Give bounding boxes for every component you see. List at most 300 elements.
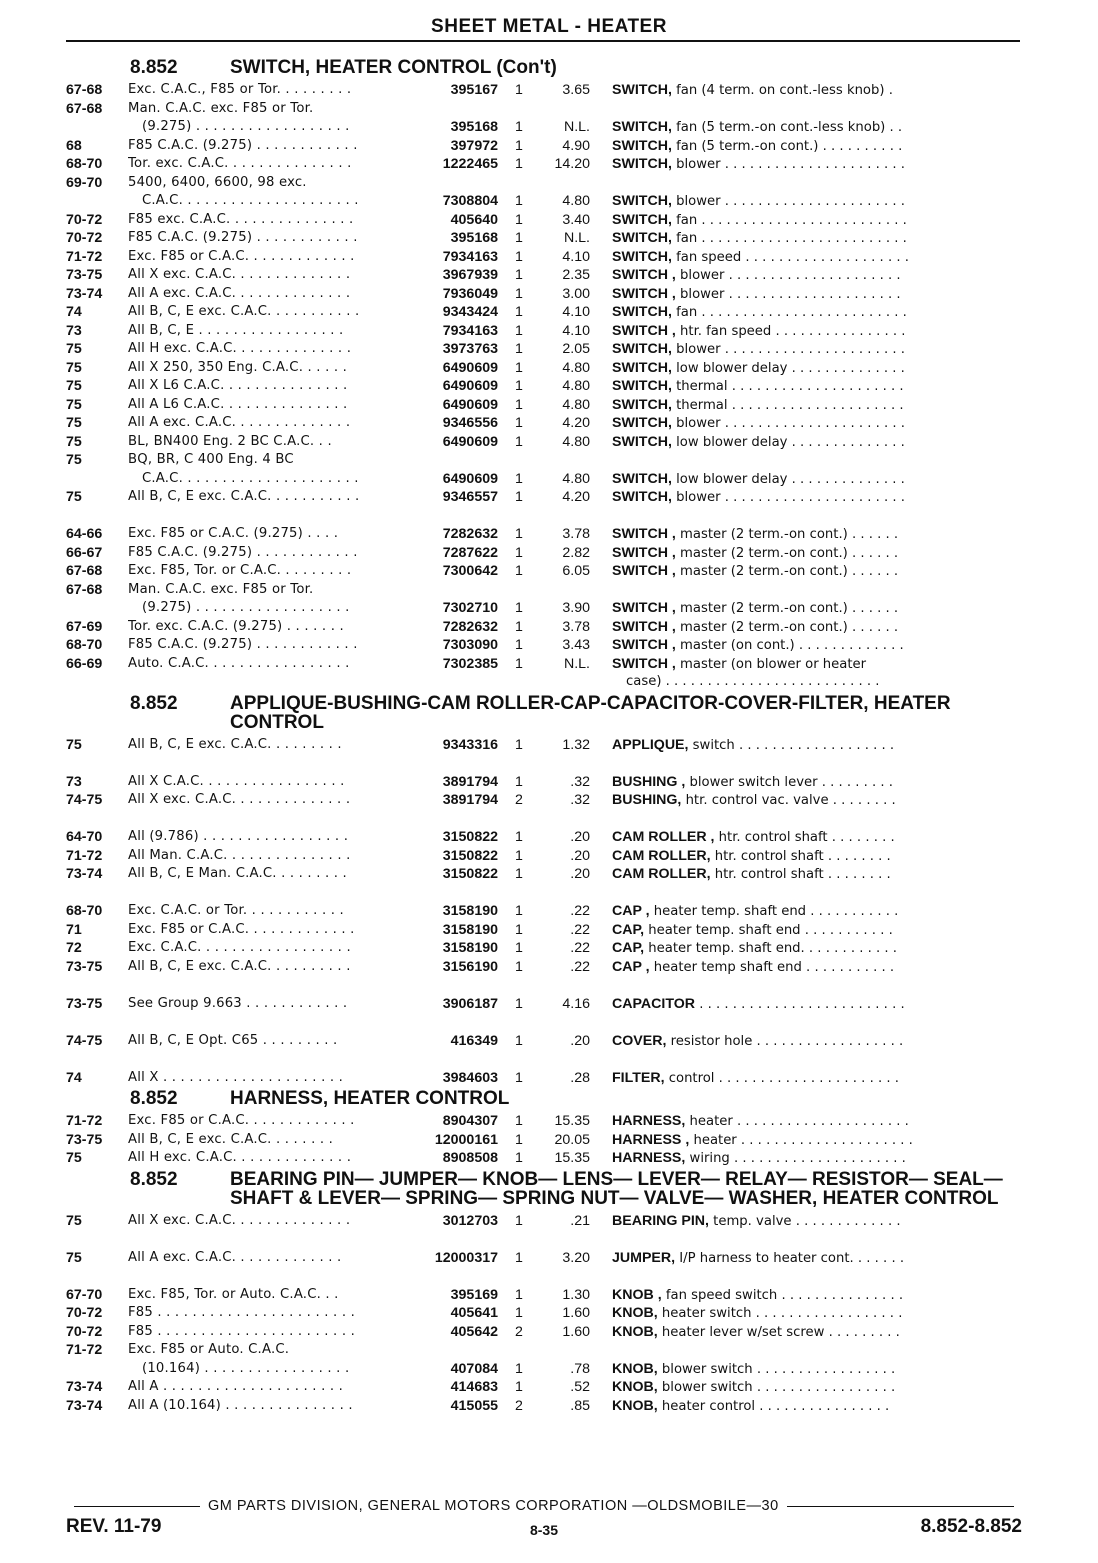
- table-row: [66, 958, 1022, 977]
- price-cell: 4.10: [562, 322, 590, 339]
- application-cell: (9.275) . . . . . . . . . . . . . . . . . .: [142, 600, 350, 615]
- part-detail: blower switch . . . . . . . . . . . . . . . . .: [661, 1380, 896, 1395]
- part-name: CAM ROLLER,: [612, 866, 711, 882]
- row-spacer: [66, 976, 1022, 995]
- part-detail: wiring . . . . . . . . . . . . . . . . . . . . .: [689, 1151, 906, 1166]
- section-title: APPLIQUE-BUSHING-CAM ROLLER-CAP-CAPACITOR-COVER-FILTER, HEATER CONTROL: [230, 692, 951, 733]
- price-cell: .22: [570, 903, 590, 919]
- part-detail: heater . . . . . . . . . . . . . . . . . . . . .: [693, 1132, 913, 1148]
- section-title: SWITCH, HEATER CONTROL (Con't): [230, 57, 557, 78]
- part-detail: heater lever w/set screw . . . . . . . . .: [661, 1324, 900, 1340]
- part-name: BUSHING ,: [612, 773, 686, 790]
- part-name: SWITCH,: [612, 433, 672, 450]
- quantity-cell: 1: [515, 1286, 523, 1303]
- price-cell: .78: [570, 1360, 590, 1377]
- year-cell: 75: [66, 378, 82, 394]
- year-cell: 71: [66, 921, 82, 938]
- part-number-cell: 9346557: [442, 489, 498, 505]
- application-cell: BL, BN400 Eng. 2 BC C.A.C. . .: [128, 433, 332, 449]
- part-name: HARNESS,: [612, 1150, 686, 1166]
- row-spacer: [66, 1050, 1022, 1069]
- application-cell: All B, C, E Opt. C65 . . . . . . . . .: [128, 1032, 338, 1048]
- part-number-cell: 6490609: [442, 433, 498, 450]
- quantity-cell: 1: [515, 267, 523, 283]
- section-header: [66, 1170, 1022, 1208]
- part-detail: . . . . . . . . . . . . . . . . . . . . . . . . .: [699, 996, 905, 1012]
- part-description-cell: [590, 118, 1022, 137]
- part-detail: fan . . . . . . . . . . . . . . . . . . . . . . . . .: [676, 231, 907, 246]
- quantity-cell: 1: [515, 866, 523, 882]
- part-name: SWITCH ,: [612, 618, 676, 635]
- table-row: [66, 1112, 1022, 1131]
- table-row: [66, 655, 1022, 674]
- year-cell: 73-75: [66, 1131, 103, 1148]
- part-name: SWITCH,: [612, 470, 672, 487]
- year-cell: 75: [66, 359, 82, 376]
- price-cell: [540, 451, 590, 470]
- part-description-cell: [590, 902, 1022, 921]
- quantity-cell: [498, 451, 540, 470]
- quantity-cell: [498, 100, 540, 119]
- application-cell: C.A.C. . . . . . . . . . . . . . . . . . . . .: [142, 193, 359, 208]
- price-cell: 20.05: [554, 1131, 590, 1148]
- table-row: [66, 1131, 1022, 1150]
- section-header: [66, 58, 1022, 77]
- year-cell: 71-72: [66, 248, 103, 265]
- part-detail: htr. fan speed . . . . . . . . . . . . . . . .: [680, 323, 906, 339]
- application-cell: Exc. F85 or C.A.C. . . . . . . . . . . . .: [128, 1113, 355, 1128]
- price-cell: 4.80: [562, 470, 590, 487]
- part-detail: htr. control shaft . . . . . . . .: [714, 848, 891, 864]
- table-row: [66, 229, 1022, 248]
- price-cell: .22: [570, 940, 590, 956]
- quantity-cell: 1: [515, 736, 523, 753]
- part-description-cell: [590, 322, 1022, 341]
- table-row: [66, 773, 1022, 792]
- part-detail: blower switch . . . . . . . . . . . . . . . . .: [661, 1361, 896, 1377]
- part-name: SWITCH,: [612, 211, 672, 228]
- application-cell: All B, C, E . . . . . . . . . . . . . . . . .: [128, 322, 344, 338]
- part-detail: blower . . . . . . . . . . . . . . . . . . . . . .: [676, 342, 905, 357]
- table-row: [66, 902, 1022, 921]
- year-cell: 64-66: [66, 526, 103, 542]
- application-cell: BQ, BR, C 400 Eng. 4 BC: [128, 452, 294, 467]
- table-row: [66, 1397, 1022, 1416]
- quantity-cell: 1: [515, 359, 523, 376]
- part-name: SWITCH,: [612, 248, 672, 265]
- application-cell: F85 . . . . . . . . . . . . . . . . . . . . . . .: [128, 1305, 355, 1320]
- table-row: [66, 673, 1022, 692]
- price-cell: .20: [570, 866, 590, 882]
- quantity-cell: [498, 581, 540, 600]
- table-row: [66, 303, 1022, 322]
- year-cell: 74-75: [66, 792, 103, 808]
- year-cell: 75: [66, 1212, 82, 1229]
- year-cell: 71-72: [66, 847, 103, 864]
- application-cell: All X L6 C.A.C. . . . . . . . . . . . . . .: [128, 378, 348, 393]
- year-cell: 75: [66, 415, 82, 431]
- application-cell: Exc. F85 or C.A.C. . . . . . . . . . . . .: [128, 248, 355, 264]
- quantity-cell: [498, 174, 540, 193]
- part-number-cell: 12000161: [434, 1131, 498, 1148]
- part-description-cell: [590, 1149, 1022, 1168]
- part-detail: heater switch . . . . . . . . . . . . . . . . . .: [661, 1306, 903, 1321]
- row-spacer: [66, 507, 1022, 526]
- price-cell: .52: [570, 1379, 590, 1395]
- price-cell: [540, 673, 590, 692]
- part-number-cell: 3156190: [442, 958, 498, 975]
- year-cell: [66, 470, 128, 489]
- application-cell: F85 C.A.C. (9.275) . . . . . . . . . . . .: [128, 137, 358, 153]
- part-detail: blower . . . . . . . . . . . . . . . . . . . . . .: [676, 194, 905, 209]
- footer-division-line: [66, 1498, 1022, 1514]
- application-cell: Man. C.A.C. exc. F85 or Tor.: [128, 581, 314, 597]
- price-cell: 4.90: [562, 137, 590, 154]
- part-name: KNOB,: [612, 1397, 658, 1414]
- price-cell: .22: [570, 958, 590, 975]
- part-name: SWITCH ,: [612, 285, 676, 302]
- part-number-cell: 7302385: [442, 655, 498, 672]
- quantity-cell: 1: [515, 285, 523, 302]
- quantity-cell: 1: [515, 470, 523, 487]
- part-detail: blower . . . . . . . . . . . . . . . . . . . . .: [680, 268, 901, 283]
- year-cell: [66, 118, 128, 137]
- part-number-cell: 7303090: [442, 637, 498, 653]
- table-row: [66, 1323, 1022, 1342]
- part-description-cell: [590, 303, 1022, 322]
- row-spacer: [66, 1013, 1022, 1032]
- part-description-cell: [590, 1069, 1022, 1088]
- part-name: SWITCH,: [612, 156, 672, 172]
- part-name: SWITCH,: [612, 193, 672, 209]
- part-number-cell: [413, 174, 498, 193]
- part-detail: heater . . . . . . . . . . . . . . . . . . . . .: [689, 1114, 909, 1129]
- part-description-cell: [590, 958, 1022, 977]
- part-number-cell: 9343316: [442, 736, 498, 753]
- part-name: SWITCH ,: [612, 322, 676, 339]
- table-row: [66, 118, 1022, 137]
- part-number-cell: 7308804: [442, 193, 498, 209]
- table-row: [66, 562, 1022, 581]
- part-description-cell: [590, 1249, 1022, 1268]
- part-name: APPLIQUE,: [612, 736, 689, 753]
- application-cell: All X C.A.C. . . . . . . . . . . . . . . . .: [128, 773, 345, 789]
- quantity-cell: 1: [515, 193, 523, 209]
- part-number-cell: 6490609: [442, 396, 498, 413]
- application-cell: Exc. F85 or C.A.C. . . . . . . . . . . . .: [128, 921, 355, 937]
- table-row: [66, 618, 1022, 637]
- quantity-cell: 1: [515, 1379, 523, 1395]
- part-number-cell: 7302710: [442, 600, 498, 616]
- year-cell: 70-72: [66, 230, 103, 246]
- part-detail: resistor hole . . . . . . . . . . . . . . . . . .: [670, 1033, 904, 1049]
- price-cell: .20: [570, 847, 590, 864]
- year-cell: 68-70: [66, 156, 103, 172]
- part-description-cell: [590, 266, 1022, 285]
- price-cell: 3.78: [562, 526, 590, 542]
- quantity-cell: 1: [515, 433, 523, 450]
- price-cell: [540, 581, 590, 600]
- part-detail: heater temp. shaft end . . . . . . . . . . .: [648, 922, 893, 938]
- title-rule: [66, 40, 1020, 42]
- part-detail: master (2 term.-on cont.) . . . . . .: [680, 527, 899, 542]
- part-name: KNOB,: [612, 1379, 658, 1395]
- application-cell: All X exc. C.A.C. . . . . . . . . . . . . .: [128, 267, 351, 282]
- year-cell: 67-68: [66, 581, 103, 598]
- part-name: SWITCH ,: [612, 544, 676, 561]
- application-cell: (10.164) . . . . . . . . . . . . . . . . .: [142, 1360, 350, 1376]
- part-detail: fan (4 term. on cont.-less knob) .: [676, 83, 893, 98]
- application-cell: Exc. F85 or C.A.C. (9.275) . . . .: [128, 526, 339, 541]
- price-cell: .85: [570, 1397, 590, 1414]
- part-name: SWITCH ,: [612, 267, 676, 283]
- part-description-cell: [590, 1212, 1022, 1231]
- part-number-cell: 3967939: [442, 267, 498, 283]
- quantity-cell: 1: [515, 847, 523, 864]
- application-cell: All A exc. C.A.C. . . . . . . . . . . . . .: [128, 415, 351, 430]
- part-number-cell: [413, 581, 498, 600]
- part-detail: thermal . . . . . . . . . . . . . . . . . . . . .: [676, 397, 904, 413]
- quantity-cell: 1: [515, 958, 523, 975]
- quantity-cell: 1: [515, 1069, 523, 1086]
- table-row: [66, 544, 1022, 563]
- quantity-cell: 1: [515, 618, 523, 635]
- part-detail: master (2 term.-on cont.) . . . . . .: [680, 545, 899, 561]
- year-cell: 75: [66, 341, 82, 357]
- part-detail: low blower delay . . . . . . . . . . . . . .: [676, 471, 905, 487]
- part-name: SWITCH,: [612, 378, 672, 394]
- footer-division: GM PARTS DIVISION, GENERAL MOTORS CORPORATION —OLDSMOBILE—30: [208, 1498, 779, 1514]
- part-detail: heater control . . . . . . . . . . . . . . . .: [661, 1398, 890, 1414]
- price-cell: 4.16: [562, 995, 590, 1012]
- quantity-cell: 1: [515, 903, 523, 919]
- row-spacer: [66, 1230, 1022, 1249]
- part-number-cell: 3158190: [442, 921, 498, 938]
- quantity-cell: 1: [515, 1305, 523, 1321]
- table-row: [66, 396, 1022, 415]
- quantity-cell: 2: [515, 1323, 523, 1340]
- year-cell: 70-72: [66, 1323, 103, 1340]
- part-description-cell: [590, 211, 1022, 230]
- application-cell: All H exc. C.A.C. . . . . . . . . . . . . .: [128, 1150, 352, 1165]
- part-description-cell: [590, 137, 1022, 156]
- year-cell: 68-70: [66, 903, 103, 919]
- quantity-cell: 1: [515, 119, 523, 135]
- quantity-cell: 1: [515, 137, 523, 154]
- table-row: [66, 791, 1022, 810]
- part-detail: control . . . . . . . . . . . . . . . . . . . . . .: [668, 1070, 899, 1086]
- table-row: [66, 81, 1022, 100]
- part-name: SWITCH,: [612, 359, 672, 376]
- application-cell: All (9.786) . . . . . . . . . . . . . . . . .: [128, 829, 349, 844]
- year-cell: 67-69: [66, 618, 103, 635]
- part-detail: master (on blower or heater: [680, 656, 867, 672]
- part-number-cell: 3984603: [442, 1069, 498, 1086]
- part-description-cell: [590, 995, 1022, 1014]
- quantity-cell: 1: [515, 1131, 523, 1148]
- part-name: SWITCH,: [612, 304, 672, 320]
- year-cell: 71-72: [66, 1342, 103, 1358]
- price-cell: 14.20: [554, 156, 590, 172]
- part-name: KNOB,: [612, 1305, 658, 1321]
- part-name: CAP,: [612, 940, 645, 956]
- table-row: [66, 828, 1022, 847]
- page-title: SHEET METAL - HEATER: [431, 16, 667, 37]
- year-cell: 74-75: [66, 1032, 103, 1049]
- part-name: SWITCH ,: [612, 600, 676, 616]
- price-cell: [540, 100, 590, 119]
- application-cell: Exc. F85, Tor. or C.A.C. . . . . . . . .: [128, 563, 352, 578]
- part-detail: htr. control shaft . . . . . . . .: [718, 830, 895, 845]
- application-cell: All A (10.164) . . . . . . . . . . . . . . .: [128, 1397, 353, 1413]
- price-cell: [540, 174, 590, 193]
- part-detail: fan . . . . . . . . . . . . . . . . . . . . . . . . .: [676, 305, 907, 320]
- row-spacer: [66, 754, 1022, 773]
- table-row: [66, 1286, 1022, 1305]
- part-number-cell: [413, 1341, 498, 1360]
- part-detail: blower . . . . . . . . . . . . . . . . . . . . .: [680, 286, 901, 302]
- part-number-cell: 405642: [450, 1323, 498, 1340]
- application-cell: All A exc. C.A.C. . . . . . . . . . . . .: [128, 1249, 342, 1265]
- price-cell: 4.20: [562, 415, 590, 431]
- part-detail: master (on cont.) . . . . . . . . . . . . .: [680, 638, 904, 653]
- price-cell: 6.05: [562, 563, 590, 579]
- part-number-cell: 7282632: [442, 526, 498, 542]
- application-cell: All Man. C.A.C. . . . . . . . . . . . . . .: [128, 847, 351, 863]
- part-description-cell: [590, 340, 1022, 359]
- price-cell: 1.32: [562, 736, 590, 753]
- part-name: SWITCH,: [612, 119, 672, 135]
- quantity-cell: 1: [515, 248, 523, 265]
- part-number-cell: 395169: [450, 1286, 498, 1303]
- description-continuation: case) . . . . . . . . . . . . . . . . . . . . . . . . . .: [626, 674, 880, 689]
- application-cell: All X 250, 350 Eng. C.A.C. . . . . .: [128, 359, 348, 375]
- table-row: [66, 995, 1022, 1014]
- price-cell: 4.80: [562, 378, 590, 394]
- price-cell: 1.60: [562, 1305, 590, 1321]
- table-row: [66, 736, 1022, 755]
- part-description-cell: [590, 773, 1022, 792]
- application-cell: C.A.C. . . . . . . . . . . . . . . . . . . . .: [142, 470, 359, 486]
- year-cell: 75: [66, 736, 82, 753]
- part-detail: heater temp shaft end . . . . . . . . . . .: [653, 959, 895, 975]
- application-cell: Exc. C.A.C. . . . . . . . . . . . . . . . . .: [128, 940, 351, 955]
- part-detail: blower . . . . . . . . . . . . . . . . . . . . . .: [676, 157, 905, 172]
- table-row: [66, 865, 1022, 884]
- part-number-cell: 6490609: [442, 378, 498, 394]
- price-cell: N.L.: [563, 119, 590, 135]
- section-code: 8.852: [130, 1168, 178, 1190]
- year-cell: [66, 1360, 128, 1379]
- table-row: [66, 359, 1022, 378]
- part-detail: master (2 term.-on cont.) . . . . . .: [680, 564, 899, 579]
- table-row: [66, 433, 1022, 452]
- application-cell: Exc. C.A.C. or Tor. . . . . . . . . . . .: [128, 903, 344, 918]
- part-number-cell: 1222465: [442, 156, 498, 172]
- year-cell: 75: [66, 489, 82, 505]
- quantity-cell: 1: [515, 1360, 523, 1377]
- year-cell: [66, 192, 128, 211]
- part-number-cell: 9346556: [442, 415, 498, 431]
- price-cell: .32: [570, 773, 590, 790]
- part-detail: blower switch lever . . . . . . . . .: [689, 774, 893, 790]
- part-detail: blower . . . . . . . . . . . . . . . . . . . . . .: [676, 490, 905, 505]
- year-cell: 70-72: [66, 1305, 103, 1321]
- part-name: KNOB ,: [612, 1286, 662, 1303]
- application-cell: F85 C.A.C. (9.275) . . . . . . . . . . . .: [128, 230, 358, 245]
- application-cell: [128, 673, 413, 692]
- part-name: SWITCH ,: [612, 637, 676, 653]
- price-cell: 4.80: [562, 433, 590, 450]
- price-cell: [540, 1341, 590, 1360]
- year-cell: 73-74: [66, 285, 103, 302]
- part-description-cell: [590, 192, 1022, 211]
- quantity-cell: 1: [515, 322, 523, 339]
- price-cell: 2.35: [562, 267, 590, 283]
- price-cell: 4.80: [562, 396, 590, 413]
- year-cell: 66-67: [66, 544, 103, 561]
- price-cell: .32: [570, 792, 590, 808]
- price-cell: 4.80: [562, 193, 590, 209]
- quantity-cell: 1: [515, 600, 523, 616]
- part-description-cell: [590, 1378, 1022, 1397]
- price-cell: .20: [570, 829, 590, 845]
- application-cell: F85 C.A.C. (9.275) . . . . . . . . . . . .: [128, 637, 358, 652]
- part-description-cell: [590, 81, 1022, 100]
- footer-rule-left: [74, 1506, 200, 1507]
- year-cell: 75: [66, 1249, 82, 1266]
- price-cell: 1.30: [562, 1286, 590, 1303]
- part-number-cell: [413, 451, 498, 470]
- part-detail: thermal . . . . . . . . . . . . . . . . . . . . .: [676, 379, 904, 394]
- table-row: [66, 939, 1022, 958]
- price-cell: 3.43: [562, 637, 590, 653]
- quantity-cell: 1: [515, 211, 523, 228]
- part-description-cell: [590, 1112, 1022, 1131]
- year-cell: 68: [66, 137, 82, 154]
- year-cell: 67-68: [66, 82, 103, 98]
- footer-bottom: [66, 1516, 1022, 1540]
- part-name: BEARING PIN,: [612, 1212, 709, 1229]
- part-name: KNOB,: [612, 1323, 658, 1340]
- table-row: [66, 451, 1022, 470]
- year-cell: 73: [66, 322, 82, 339]
- application-cell: All X . . . . . . . . . . . . . . . . . . . . .: [128, 1069, 344, 1085]
- price-cell: 3.90: [562, 600, 590, 616]
- part-number-cell: 3158190: [442, 903, 498, 919]
- quantity-cell: 1: [515, 526, 523, 542]
- year-cell: 73-75: [66, 267, 103, 283]
- part-number-cell: 7282632: [442, 618, 498, 635]
- part-description-cell: [590, 525, 1022, 544]
- part-name: SWITCH ,: [612, 563, 676, 579]
- part-number-cell: 8904307: [442, 1113, 498, 1129]
- part-description-cell: [590, 451, 1022, 470]
- year-cell: [66, 599, 128, 618]
- quantity-cell: 1: [515, 655, 523, 672]
- application-cell: Tor. exc. C.A.C. (9.275) . . . . . . .: [128, 618, 344, 634]
- price-cell: 2.05: [562, 341, 590, 357]
- section-code: 8.852: [130, 1088, 178, 1109]
- quantity-cell: 1: [515, 82, 523, 98]
- price-cell: 3.20: [562, 1249, 590, 1266]
- part-description-cell: [590, 1397, 1022, 1416]
- year-cell: 72: [66, 940, 82, 956]
- part-name: SWITCH,: [612, 489, 672, 505]
- part-detail: htr. control shaft . . . . . . . .: [714, 867, 891, 882]
- part-detail: fan speed switch . . . . . . . . . . . . . . .: [665, 1287, 904, 1303]
- part-number-cell: 7934163: [442, 322, 498, 339]
